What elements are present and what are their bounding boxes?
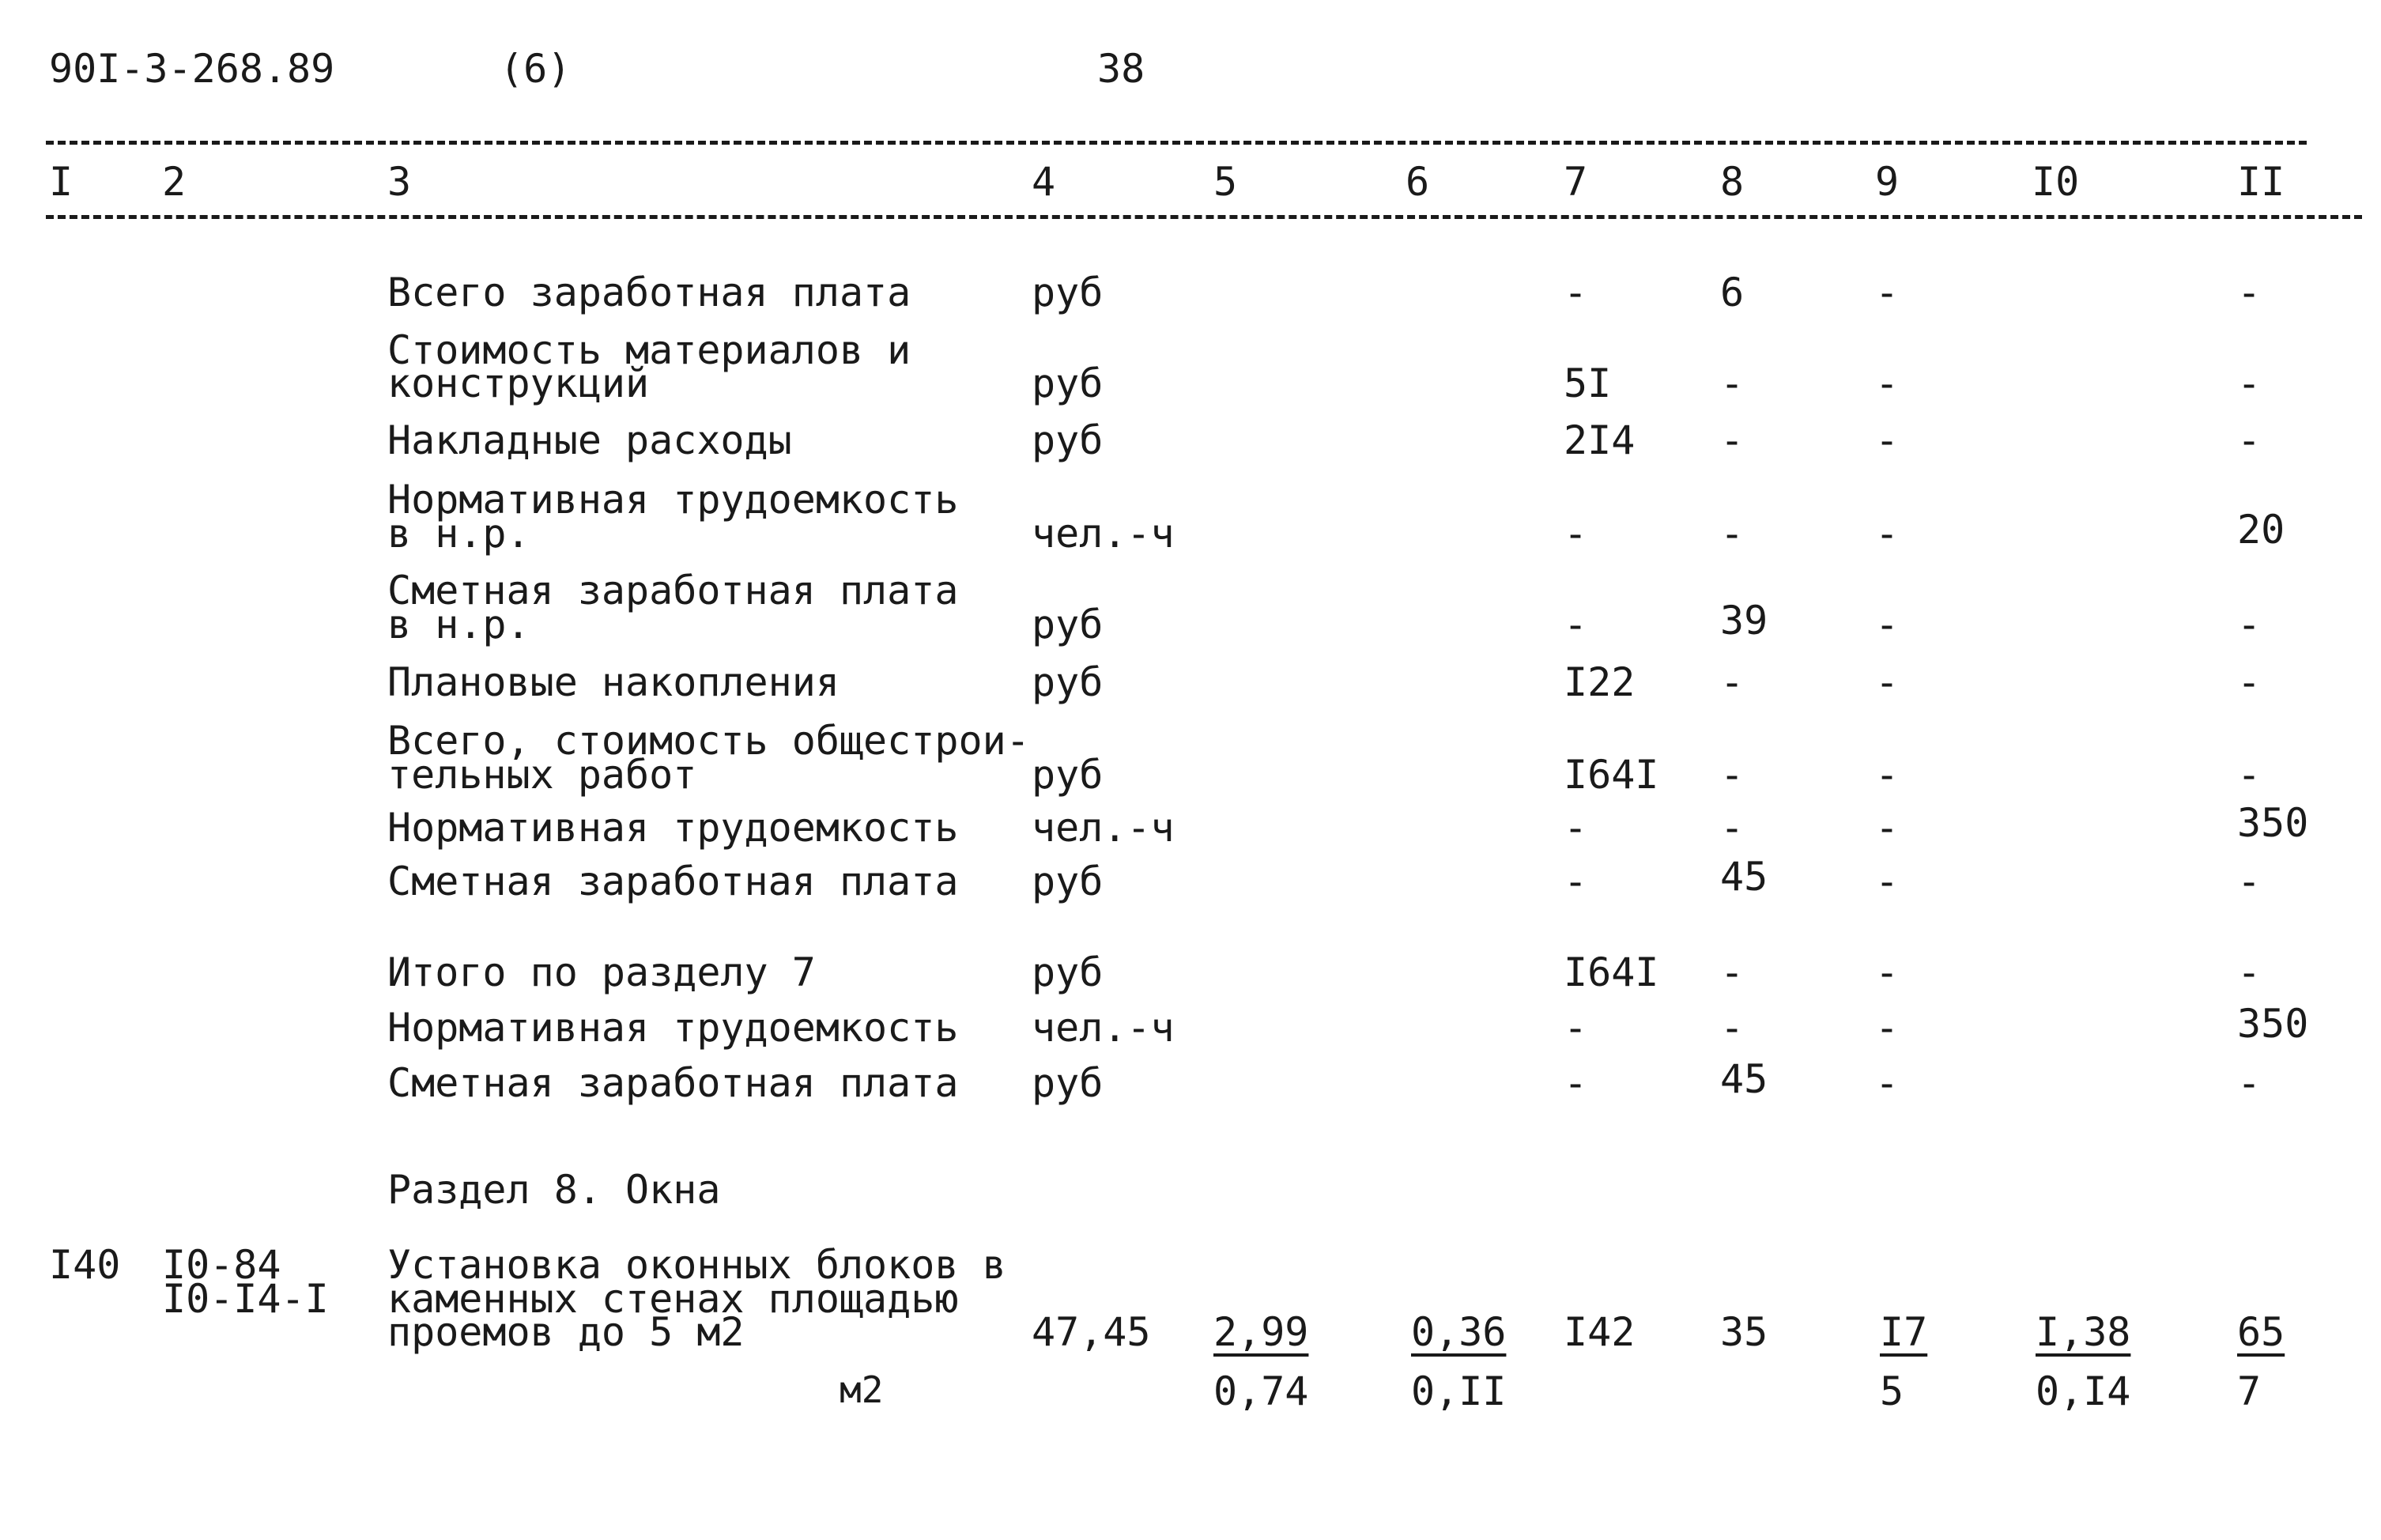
cell-col9: - [1875, 805, 1900, 851]
header-rule-top [46, 141, 2307, 145]
cell-col11: - [2237, 659, 2262, 705]
cell-col11: - [2237, 949, 2262, 995]
cell-col8: - [1720, 949, 1745, 995]
sheet-number: (6) [500, 46, 572, 92]
cell-col7: 2I4 [1564, 417, 1636, 463]
cell-col11: 350 [2237, 800, 2309, 846]
cell-col8: - [1720, 1005, 1745, 1051]
cell-col7: - [1564, 805, 1588, 851]
cell-col8: 45 [1720, 854, 1768, 900]
cell-col11: - [2237, 752, 2262, 798]
cell-col7: 5I [1564, 360, 1612, 406]
cell-col7: I64I [1564, 752, 1659, 798]
row-label: Нормативная трудоемкость [387, 1005, 959, 1051]
entry-col4: 47,45 [1032, 1309, 1151, 1355]
cell-col7: - [1564, 602, 1588, 647]
cell-col9: - [1875, 1005, 1900, 1051]
entry-col6-top: 0,36 [1411, 1309, 1507, 1355]
row-unit: руб [1032, 949, 1104, 995]
entry-code: I0-I4-I [162, 1276, 329, 1322]
cell-col7: I22 [1564, 659, 1636, 705]
column-header: 5 [1213, 159, 1238, 205]
cell-col8: - [1720, 805, 1745, 851]
entry-col5-bottom: 0,74 [1213, 1368, 1309, 1414]
cell-col9: - [1875, 417, 1900, 463]
column-header: I [49, 159, 74, 205]
row-unit: руб [1032, 659, 1104, 705]
cell-col8: - [1720, 752, 1745, 798]
cell-col11: - [2237, 360, 2262, 406]
row-label: Сметная заработная плата [387, 568, 959, 613]
cell-col7: - [1564, 859, 1588, 904]
cell-col9: - [1875, 949, 1900, 995]
cell-col9: - [1875, 602, 1900, 647]
entry-col11-bottom: 7 [2237, 1368, 2262, 1414]
cell-col11: - [2237, 602, 2262, 647]
column-header: 7 [1564, 159, 1588, 205]
entry-description: Установка оконных блоков в [387, 1242, 1006, 1288]
cell-col8: 6 [1720, 270, 1745, 315]
cell-col7: - [1564, 1005, 1588, 1051]
cell-col9: - [1875, 270, 1900, 315]
entry-col5-top: 2,99 [1213, 1309, 1309, 1355]
cell-col7: - [1564, 270, 1588, 315]
cell-col8: - [1720, 659, 1745, 705]
entry-col11-top: 65 [2237, 1309, 2285, 1355]
entry-col10-top: I,38 [2036, 1309, 2131, 1355]
cell-col9: - [1875, 659, 1900, 705]
column-header: 8 [1720, 159, 1745, 205]
entry-code: I0-84 [162, 1242, 281, 1288]
cell-col11: - [2237, 270, 2262, 315]
row-label: Нормативная трудоемкость [387, 477, 959, 523]
column-header: 4 [1032, 159, 1056, 205]
cell-col11: - [2237, 417, 2262, 463]
row-unit: руб [1032, 1060, 1104, 1106]
row-label: Сметная заработная плата [387, 1060, 959, 1106]
row-unit: руб [1032, 360, 1104, 406]
cell-col7: I64I [1564, 949, 1659, 995]
cell-col9: - [1875, 360, 1900, 406]
row-label: Стоимость материалов и [387, 327, 911, 373]
row-unit: руб [1032, 417, 1104, 463]
entry-col9-top: I7 [1880, 1309, 1928, 1355]
cell-col8: - [1720, 360, 1745, 406]
document-code: 90I-3-268.89 [49, 46, 335, 92]
row-unit: руб [1032, 270, 1104, 315]
entry-description: каменных стенах площадью [387, 1276, 959, 1322]
cell-col11: 350 [2237, 1001, 2309, 1047]
cell-col7: - [1564, 511, 1588, 557]
row-label: Плановые накопления [387, 659, 840, 705]
cell-col11: - [2237, 1060, 2262, 1106]
row-unit: чел.-ч [1032, 1005, 1175, 1051]
row-label: конструкций [387, 360, 650, 406]
cell-col7: - [1564, 1060, 1588, 1106]
cell-col11: 20 [2237, 507, 2285, 553]
row-unit: руб [1032, 859, 1104, 904]
entry-unit: м2 [840, 1368, 884, 1411]
column-header: 6 [1406, 159, 1430, 205]
cell-col11: - [2237, 859, 2262, 904]
row-label: в н.р. [387, 602, 530, 647]
cell-col9: - [1875, 511, 1900, 557]
row-unit: чел.-ч [1032, 511, 1175, 557]
cell-col8: - [1720, 417, 1745, 463]
cell-col8: - [1720, 511, 1745, 557]
row-label: Всего, стоимость общестрои- [387, 718, 1030, 764]
section-title: Раздел 8. Окна [387, 1167, 721, 1213]
entry-number: I40 [49, 1242, 121, 1288]
cell-col9: - [1875, 1060, 1900, 1106]
entry-col7: I42 [1564, 1309, 1636, 1355]
page-number: 38 [1097, 46, 1145, 92]
column-header: 9 [1875, 159, 1900, 205]
entry-col8: 35 [1720, 1309, 1768, 1355]
entry-col9-bottom: 5 [1880, 1368, 1904, 1414]
cell-col8: 39 [1720, 598, 1768, 644]
row-label: Нормативная трудоемкость [387, 805, 959, 851]
row-label: Сметная заработная плата [387, 859, 959, 904]
row-label: Всего заработная плата [387, 270, 911, 315]
column-header: 2 [162, 159, 187, 205]
row-unit: руб [1032, 602, 1104, 647]
cell-col8: 45 [1720, 1056, 1768, 1102]
cell-col9: - [1875, 859, 1900, 904]
entry-col10-bottom: 0,I4 [2036, 1368, 2131, 1414]
entry-col6-bottom: 0,II [1411, 1368, 1507, 1414]
column-header: II [2237, 159, 2285, 205]
header-rule-bottom [46, 215, 2362, 219]
row-unit: чел.-ч [1032, 805, 1175, 851]
column-header: I0 [2032, 159, 2080, 205]
row-label: Итого по разделу 7 [387, 949, 816, 995]
row-label: тельных работ [387, 752, 697, 798]
row-label: в н.р. [387, 511, 530, 557]
cell-col9: - [1875, 752, 1900, 798]
entry-description: проемов до 5 м2 [387, 1309, 745, 1355]
row-unit: руб [1032, 752, 1104, 798]
column-header: 3 [387, 159, 412, 205]
row-label: Накладные расходы [387, 417, 792, 463]
